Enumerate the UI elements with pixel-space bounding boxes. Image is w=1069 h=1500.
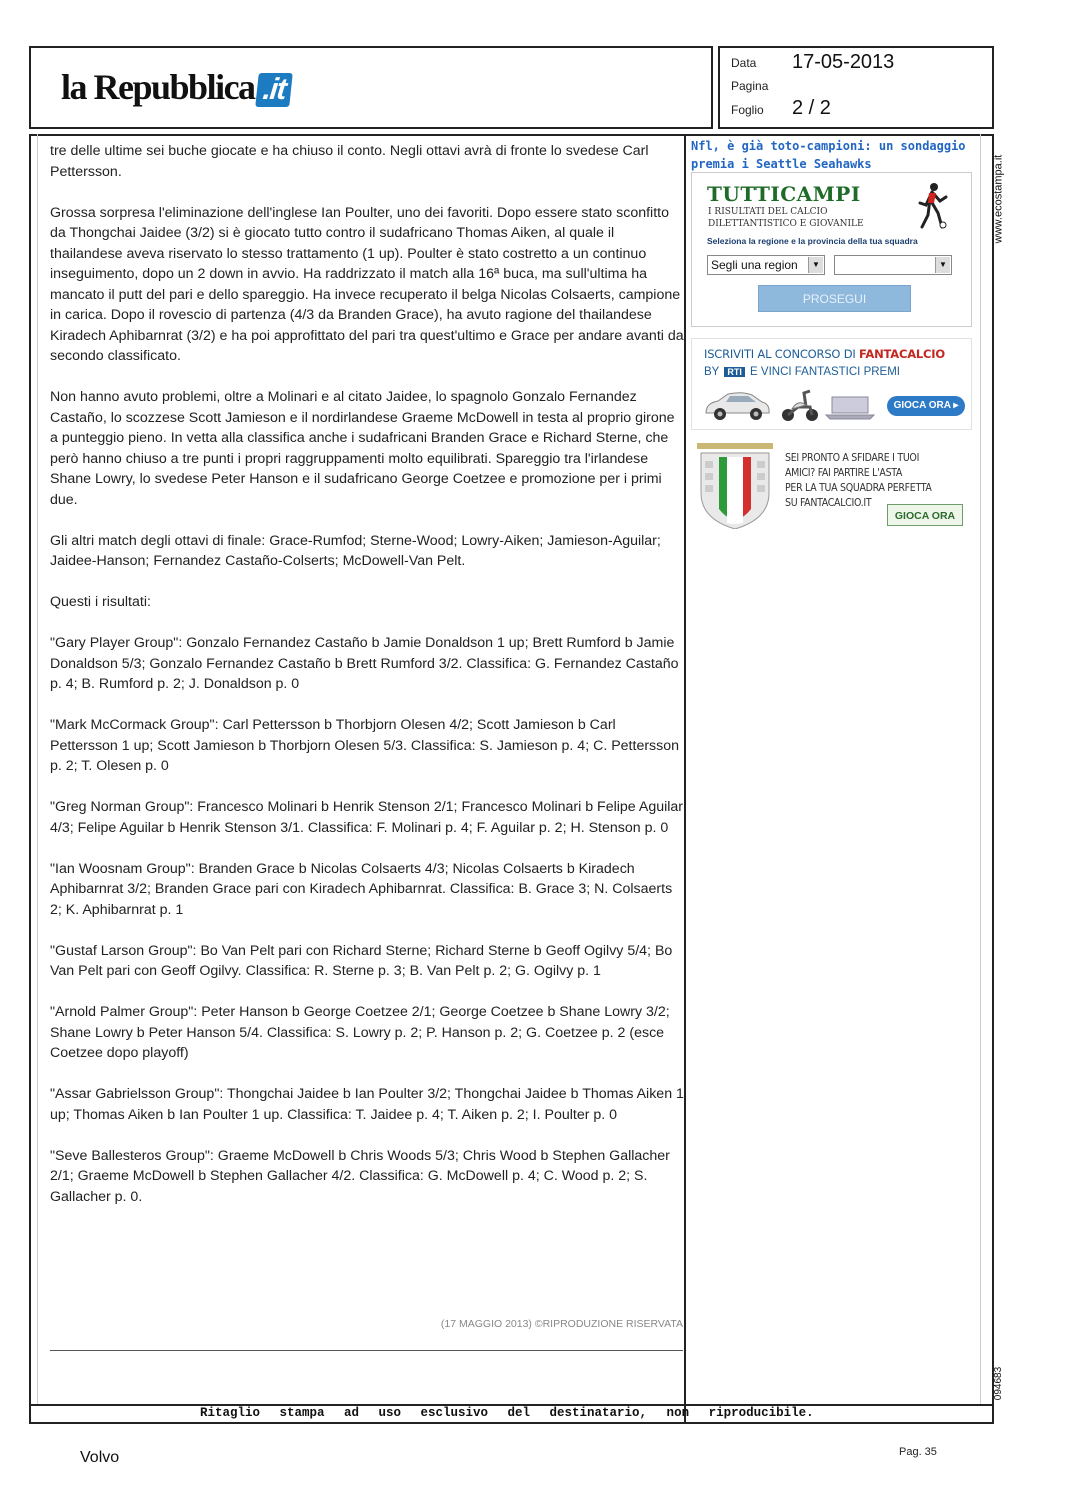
fantacalcio-asta-text	[785, 451, 932, 511]
pagina-label: Pagina	[731, 79, 769, 93]
gioca-ora-button[interactable]: GIOCA ORA ▸	[887, 396, 965, 416]
fantacalcio-brand: FANTACALCIO	[859, 347, 945, 361]
reproduction-notice: Ritaglio stampa ad uso esclusivo del destinatario, non riproducibile.	[200, 1406, 814, 1420]
masthead	[29, 46, 713, 129]
paragraph: "Greg Norman Group": Francesco Molinari b Henrik Stenson 2/1; Francesco Molinari b Felipe Aguilar 4/3; Felipe Aguilar b Henrik Stenson 3/1. Classifica: F. Molinari p. 4; F. Aguilar p. 2; H. Stenson p. 0	[50, 799, 684, 836]
rti-logo: RTI	[724, 367, 745, 377]
clipping-code-text: 094683	[993, 1366, 1005, 1401]
prosegui-button[interactable]: PROSEGUI	[758, 285, 911, 312]
logo-text: la Repubblica	[61, 67, 255, 107]
foglio-label: Foglio	[731, 103, 764, 117]
ecostampa-url	[994, 148, 1012, 258]
paragraph: "Gustaf Larson Group": Bo Van Pelt pari con Richard Sterne; Richard Sterne b Geoff Ogilvy 5/4; Bo Van Pelt pari con Geoff Ogilvy. Classifica: R. Sterne p. 3; B. Van Pelt p. 2; G. Ogilvy p. 1	[50, 942, 673, 979]
laptop-icon	[824, 393, 876, 421]
paragraph: "Arnold Palmer Group": Peter Hanson b George Coetzee 2/1; George Coetzee b Shane Lowry 3/2; Shane Lowry b Peter Hanson 5/4. Classifica: S. Lowry p. 2; P. Hanson p. 2; G. Coetzee p. 2 (esce Coetzee dopo playoff)	[50, 1004, 670, 1061]
soccer-player-icon	[912, 181, 952, 231]
tutticampi-title: TUTTICAMPI	[707, 182, 861, 206]
banner-text: BY	[704, 366, 720, 378]
ecostampa-url-text: www.ecostampa.it	[992, 154, 1005, 244]
tutticampi-subtitle-line: I RISULTATI DEL CALCIO	[708, 207, 828, 217]
copyright-notice: (17 MAGGIO 2013) ©RIPRODUZIONE RISERVATA	[440, 1318, 683, 1330]
banner-text-line: AMICI? FAI PARTIRE L'ASTA	[785, 467, 903, 479]
paragraph: "Assar Gabrielsson Group": Thongchai Jaidee b Ian Poulter 3/2; Thongchai Jaidee b Thomas Aiken 1 up; Thomas Aiken b Ian Poulter 1 up. Classifica: T. Jaidee p. 4; T. Aiken p. 2; I. Poulter p. 0	[50, 1086, 684, 1123]
left-margin-line	[37, 134, 38, 1404]
paragraph: "Ian Woosnam Group": Branden Grace b Nicolas Colsaerts 4/3; Nicolas Colsaerts b Kiradech Aphibarnrat 3/2; Branden Grace pari con Kiradech Aphibarnrat. Classifica: B. Grace 3; N. Colsaerts 2; K. Aphibarnrat p. 1	[50, 860, 673, 918]
sidebar-headline-link[interactable]: Nfl, è già toto-campioni: un sondaggio premia i Seattle Seahawks	[691, 139, 966, 171]
article-body	[50, 141, 685, 1228]
tutticampi-subtitle-line: DILETTANTISTICO E GIOVANILE	[708, 219, 864, 229]
banner-text-line: PER LA TUA SQUADRA PERFETTA	[785, 482, 932, 494]
banner-text: ISCRIVITI AL CONCORSO DI	[704, 347, 856, 361]
fantacalcio-shield-icon	[697, 443, 773, 529]
paragraph: Non hanno avuto problemi, oltre a Molinari e al citato Jaidee, lo spagnolo Gonzalo Fernandez Castaño, lo scozzese Scott Jamieson e il nordirlandese Graeme McDowell in testa al proprio girone a punteggio pieno. In vetta alla classifica anche i sudafricani Branden Grace e Richard Sterne, che però hanno chiuso a tre punti i propri raggruppamenti molto equilibrati. Spareggio tra l'irlandese Shane Lowry, lo svedese Peter Hanson e il sudafricano George Coetzee e promozione per i primi due.	[50, 389, 675, 508]
page-number: Pag. 35	[899, 1446, 937, 1458]
paragraph: tre delle ultime sei buche giocate e ha chiuso il conto. Negli ottavi avrà di fronte lo svedese Carl Pettersson.	[50, 143, 649, 180]
banner-text-line: SEI PRONTO A SFIDARE I TUOI	[785, 452, 920, 464]
data-value: 17-05-2013	[792, 51, 895, 73]
tutticampi-subtitle	[708, 206, 908, 230]
tutticampi-widget	[691, 172, 972, 327]
chevron-down-icon: ▼	[808, 257, 823, 273]
clipping-code	[994, 1366, 1012, 1406]
banner-text-line: SU FANTACALCIO.IT	[785, 497, 872, 509]
paragraph: Grossa sorpresa l'eliminazione dell'inglese Ian Poulter, uno dei favoriti. Dopo essere stato sconfitto da Thongchai Jaidee (3/2) si è giocato tutto contro il sudafricano Thomas Aiken, al quale il thailandese aveva riservato lo stesso trattamento (1 up). Poulter è stato costretto a un continuo inseguimento, dopo un 2 down in avvio. Ha raddrizzato il match alla 16ª buca, ma sull'ultima ha mancato il putt del pari e dello spareggio. Ha invece recuperato il belga Nicolas Colsaerts, campione in carica. Dopo il rovescio di partenza (4/3 da Branden Grace), ha avuto ragione del thailandese Kiradech Aphibarnrat (3/2) e ha poi approfittato del pari tra quest'ultimo e Grace per andare avanti da secondo classificato.	[50, 204, 684, 364]
chevron-down-icon: ▼	[935, 257, 950, 273]
data-label: Data	[731, 56, 757, 70]
province-select[interactable]	[834, 255, 952, 275]
fantacalcio-banner-line1	[704, 347, 945, 361]
article-end-rule	[50, 1350, 683, 1351]
tutticampi-hint: Seleziona la regione e la provincia della tua squadra	[707, 236, 918, 246]
gioca-ora-button[interactable]: GIOCA ORA	[887, 504, 963, 526]
client-brand: Volvo	[80, 1449, 120, 1466]
fantacalcio-banner[interactable]	[691, 338, 972, 430]
fantacalcio-banner-line2	[704, 366, 900, 378]
paragraph: "Mark McCormack Group": Carl Pettersson b Thorbjorn Olesen 4/2; Scott Jamieson b Carl Pettersson 1 up; Scott Jamieson b Thorbjorn Olesen 5/3. Classifica: S. Jamieson p. 4; C. Pettersson p. 2; T. Olesen p. 0	[50, 717, 680, 774]
meta-box	[718, 46, 994, 129]
logo-suffix: .it	[255, 73, 293, 107]
fantacalcio-asta-banner[interactable]	[691, 441, 972, 529]
logo	[61, 66, 291, 108]
region-select[interactable]	[707, 255, 825, 275]
foglio-value: 2 / 2	[792, 97, 831, 119]
paragraph: Questi i risultati:	[50, 594, 151, 610]
region-select-value: Segli una region	[711, 258, 798, 272]
right-margin-line	[980, 134, 981, 1404]
paragraph: "Gary Player Group": Gonzalo Fernandez Castaño b Jamie Donaldson 1 up; Brett Rumford b Jamie Donaldson 5/3; Gonzalo Fernandez Castaño b Brett Rumford 3/2. Classifica: G. Fernandez Castaño p. 4; B. Rumford p. 2; J. Donaldson p. 0	[50, 635, 679, 692]
car-icon	[702, 389, 772, 423]
scooter-icon	[780, 387, 820, 423]
banner-text: E VINCI FANTASTICI PREMI	[750, 366, 900, 378]
paragraph: "Seve Ballesteros Group": Graeme McDowell b Chris Woods 5/3; Chris Wood b Stephen Gallacher 2/1; Graeme McDowell b Stephen Gallacher 4/2. Classifica: G. McDowell p. 4; C. Wood p. 2; S. Gallacher p. 0.	[50, 1147, 670, 1205]
paragraph: Gli altri match degli ottavi di finale: Grace-Rumfod; Sterne-Wood; Lowry-Aiken; Jamieson-Aguilar; Jaidee-Hanson; Fernandez Castaño-Colserts; McDowell-Van Pelt.	[50, 532, 661, 569]
